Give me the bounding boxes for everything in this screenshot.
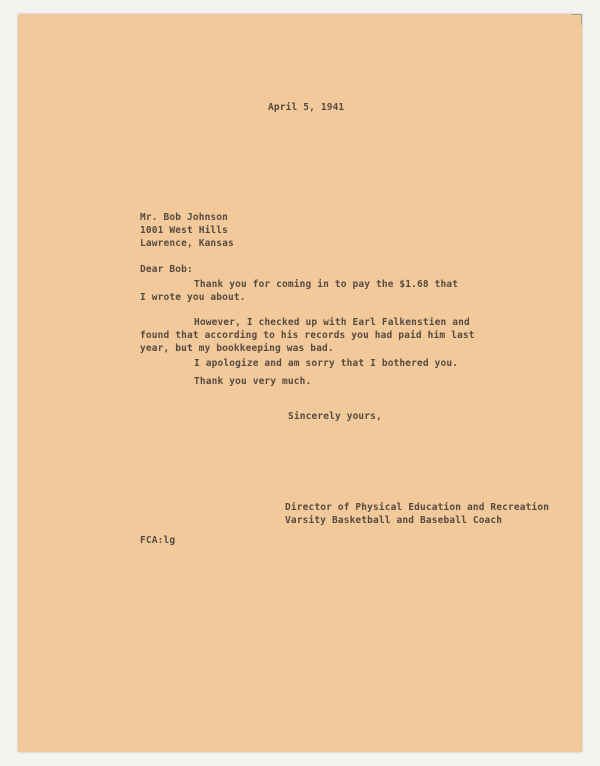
paragraph-1-line-2: I wrote you about. xyxy=(140,292,246,303)
typist-initials: FCA:lg xyxy=(140,535,176,546)
paragraph-2-line-2: found that according to his records you had paid him last xyxy=(140,330,475,341)
letter-page xyxy=(18,14,582,752)
signature-title-2: Varsity Basketball and Baseball Coach xyxy=(285,515,503,526)
recipient-name: Mr. Bob Johnson xyxy=(140,212,229,223)
salutation: Dear Bob: xyxy=(140,264,193,275)
paragraph-4: Thank you very much. xyxy=(194,376,312,387)
closing: Sincerely yours, xyxy=(288,411,382,422)
paragraph-2-line-3: year, but my bookkeeping was bad. xyxy=(140,343,334,354)
paragraph-1-line-1: Thank you for coming in to pay the $1.68 that xyxy=(194,279,459,290)
recipient-street: 1001 West Hills xyxy=(140,225,229,236)
recipient-city: Lawrence, Kansas xyxy=(140,238,234,249)
paragraph-3: I apologize and am sorry that I bothered you. xyxy=(194,358,459,369)
letter-date: April 5, 1941 xyxy=(268,102,345,113)
signature-title-1: Director of Physical Education and Recreation xyxy=(285,502,550,513)
paragraph-2-line-1: However, I checked up with Earl Falkenstien and xyxy=(194,317,470,328)
page-corner-mark xyxy=(571,14,582,25)
